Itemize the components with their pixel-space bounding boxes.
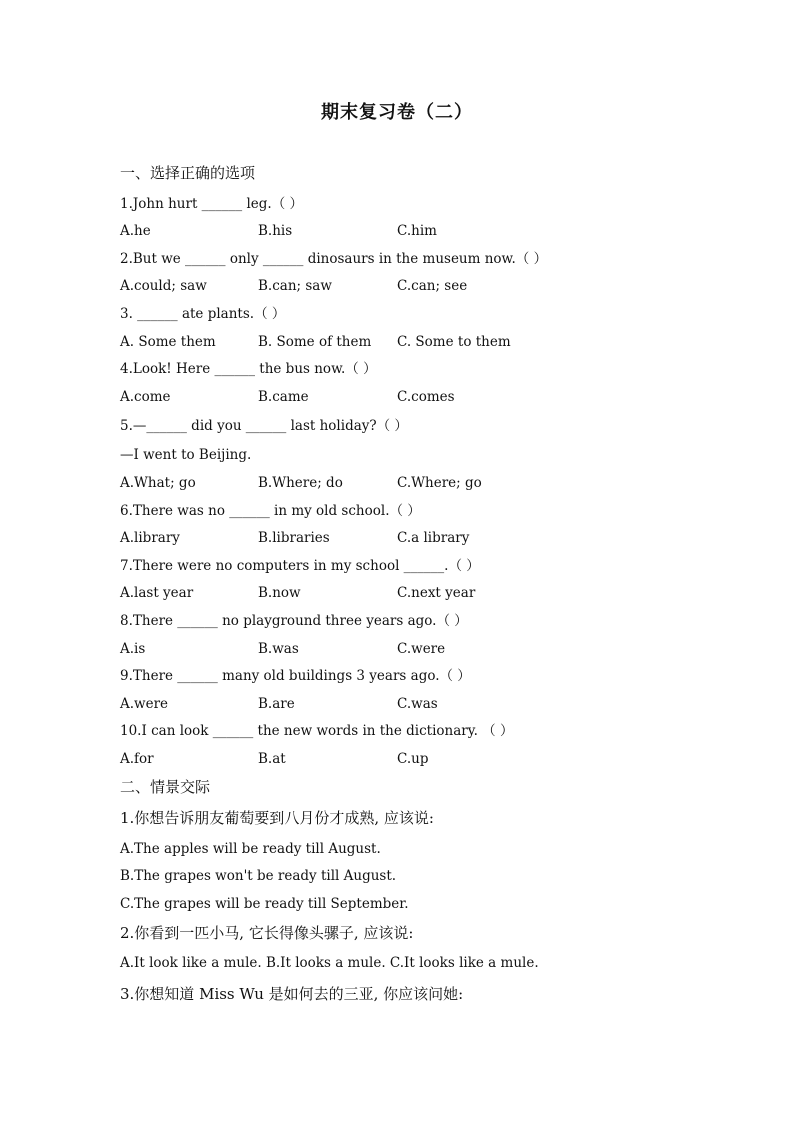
option-b: B.now — [258, 585, 301, 601]
question-5-answer: —I went to Beijing. — [120, 447, 252, 463]
option-c: C.a library — [397, 530, 470, 546]
option-b: B.his — [258, 223, 293, 239]
option-c: C. Some to them — [397, 334, 511, 350]
option-c: C.Where; go — [397, 475, 482, 491]
situation-1-option-c: C.The grapes will be ready till September. — [120, 896, 409, 912]
option-a: A.for — [120, 751, 154, 767]
question-10: 10.I can look ______ the new words in the dictionary. （ ） — [120, 723, 514, 739]
section-heading-1: 一、选择正确的选项 — [120, 164, 256, 182]
question-5: 5.—______ did you ______ last holiday?（ ） — [120, 418, 408, 434]
option-a: A.is — [120, 641, 146, 657]
question-8: 8.There ______ no playground three years ago.（ ） — [120, 613, 468, 629]
option-a: A.library — [120, 530, 180, 546]
option-a: A.What; go — [120, 475, 196, 491]
option-c: C.him — [397, 223, 437, 239]
situation-1-option-a: A.The apples will be ready till August. — [120, 841, 381, 857]
situation-2-options: A.It look like a mule. B.It looks a mule. C.It looks like a mule. — [120, 955, 539, 971]
situation-question-3: 3.你想知道 Miss Wu 是如何去的三亚, 你应该问她: — [120, 985, 464, 1003]
option-a: A.last year — [120, 585, 194, 601]
question-6: 6.There was no ______ in my old school.（ ） — [120, 503, 421, 519]
situation-question-2: 2.你看到一匹小马, 它长得像头骡子, 应该说: — [120, 924, 414, 942]
option-a: A. Some them — [120, 334, 216, 350]
option-c: C.was — [397, 696, 438, 712]
question-3: 3. ______ ate plants.（ ） — [120, 306, 286, 322]
option-b: B.came — [258, 389, 309, 405]
question-1: 1.John hurt ______ leg.（ ） — [120, 196, 303, 212]
option-b: B.Where; do — [258, 475, 343, 491]
option-b: B. Some of them — [258, 334, 372, 350]
option-a: A.were — [120, 696, 169, 712]
option-b: B.at — [258, 751, 286, 767]
question-7: 7.There were no computers in my school ______.（ ） — [120, 558, 480, 574]
option-c: C.comes — [397, 389, 455, 405]
question-2: 2.But we ______ only ______ dinosaurs in the museum now.（ ） — [120, 251, 548, 267]
option-b: B.can; saw — [258, 278, 332, 294]
question-4: 4.Look! Here ______ the bus now.（ ） — [120, 361, 377, 377]
option-b: B.are — [258, 696, 295, 712]
option-a: A.he — [120, 223, 151, 239]
option-c: C.were — [397, 641, 446, 657]
situation-1-option-b: B.The grapes won't be ready till August. — [120, 868, 397, 884]
option-a: A.could; saw — [120, 278, 207, 294]
option-a: A.come — [120, 389, 171, 405]
option-c: C.can; see — [397, 278, 468, 294]
option-c: C.next year — [397, 585, 476, 601]
option-c: C.up — [397, 751, 429, 767]
question-9: 9.There ______ many old buildings 3 years ago.（ ） — [120, 668, 471, 684]
section-heading-2: 二、情景交际 — [120, 778, 211, 796]
page-title: 期末复习卷（二） — [321, 102, 473, 123]
option-b: B.was — [258, 641, 299, 657]
option-b: B.libraries — [258, 530, 330, 546]
situation-question-1: 1.你想告诉朋友葡萄要到八月份才成熟, 应该说: — [120, 809, 434, 827]
